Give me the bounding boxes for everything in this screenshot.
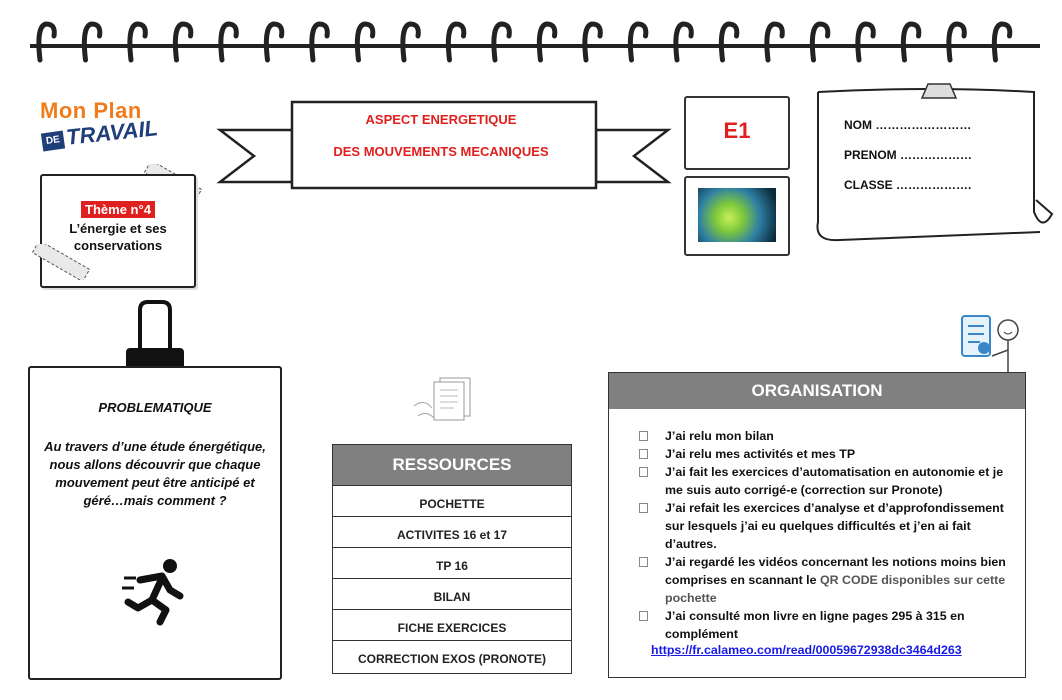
nom-field[interactable]: NOM ……………………: [844, 118, 972, 132]
logo-mon-plan: Mon Plan: [40, 98, 142, 123]
running-person-icon: [120, 556, 190, 626]
ressources-panel: [332, 444, 572, 674]
ressource-item[interactable]: FICHE EXERCICES: [333, 609, 571, 641]
ressource-item[interactable]: POCHETTE: [333, 485, 571, 517]
spiral-binding: [30, 14, 1040, 74]
classe-field[interactable]: CLASSE ……………….: [844, 178, 972, 192]
spiral-ring: [721, 24, 736, 60]
ressource-item[interactable]: TP 16: [333, 547, 571, 579]
theme-number: Thème n°4: [42, 201, 194, 219]
spiral-ring: [858, 24, 873, 60]
ressources-title: RESSOURCES: [333, 445, 571, 485]
ressource-item[interactable]: ACTIVITES 16 et 17: [333, 516, 571, 548]
spiral-ring: [539, 24, 554, 60]
energy-image-card: [684, 176, 790, 256]
problematique-title: PROBLEMATIQUE: [98, 400, 212, 415]
organisation-panel: [608, 372, 1026, 678]
sheet-code-card: [684, 96, 790, 170]
logo-travail: TRAVAIL: [64, 115, 160, 150]
energy-illustration: [698, 188, 776, 242]
spiral-ring: [676, 24, 691, 60]
spiral-ring: [812, 24, 827, 60]
checkbox-icon[interactable]: [639, 611, 648, 621]
organisation-checklist: [631, 427, 1015, 643]
checklist-item[interactable]: J’ai relu mes activités et mes TP: [631, 445, 1015, 463]
checklist-item[interactable]: J’ai relu mon bilan: [631, 427, 1015, 445]
logo-de: DE: [41, 131, 65, 152]
spiral-ring: [403, 24, 418, 60]
checklist-item[interactable]: J’ai fait les exercices d’automatisation en autonomie et je me suis auto corrigé-e (correction sur Pronote): [631, 463, 1015, 499]
spiral-ring: [494, 24, 509, 60]
banner-title: [296, 104, 586, 168]
ressource-item[interactable]: BILAN: [333, 578, 571, 610]
spiral-ring: [767, 24, 782, 60]
spiral-ring: [448, 24, 463, 60]
qr-code-note: QR CODE disponibles sur cette pochette: [665, 573, 1006, 605]
tape-icon: [28, 244, 98, 280]
ressource-item[interactable]: CORRECTION EXOS (PRONOTE): [333, 640, 571, 672]
spiral-ring: [903, 24, 918, 60]
sheet-code: E1: [723, 118, 751, 143]
spiral-ring: [357, 24, 372, 60]
checklist-item[interactable]: J’ai regardé les vidéos concernant les notions moins bien comprises en scannant le QR CODE disponibles sur cette pochette: [631, 553, 1015, 607]
spiral-ring: [312, 24, 327, 60]
checkbox-icon[interactable]: [639, 431, 648, 441]
checkbox-icon[interactable]: [639, 557, 648, 567]
student-identity-card: [818, 90, 1040, 238]
calameo-link[interactable]: https://fr.calameo.com/read/00059672938dc3464d263: [651, 643, 962, 657]
spiral-ring: [949, 24, 964, 60]
problematique-text: Au travers d’une étude énergétique, nous allons découvrir que chaque mouvement peut être anticipé et géré…mais comment ?: [44, 439, 266, 508]
checklist-item[interactable]: J’ai refait les exercices d’analyse et d’approfondissement sur lesquels j’ai eu quelques difficultés et j’en ai fait d’autres.: [631, 499, 1015, 553]
checklist-item[interactable]: J’ai consulté mon livre en ligne pages 295 à 315 en complément: [631, 607, 1015, 643]
spiral-ring: [266, 24, 281, 60]
organisation-title: ORGANISATION: [609, 373, 1025, 409]
banner-line-1: ASPECT ENERGETIQUE: [365, 112, 517, 127]
spiral-ring: [175, 24, 190, 60]
theme-title: L’énergie et ses conservations: [69, 221, 167, 253]
checkbox-icon[interactable]: [639, 449, 648, 459]
prenom-field[interactable]: PRENOM ………………: [844, 148, 973, 162]
banner-line-2: DES MOUVEMENTS MECANIQUES: [333, 144, 549, 159]
mon-plan-de-travail-logo: [40, 98, 180, 160]
documents-icon: [410, 376, 480, 426]
checkbox-icon[interactable]: [639, 503, 648, 513]
spiral-ring: [630, 24, 645, 60]
spiral-ring: [585, 24, 600, 60]
checkbox-icon[interactable]: [639, 467, 648, 477]
spiral-ring: [39, 24, 54, 60]
spiral-ring: [130, 24, 145, 60]
spiral-ring: [221, 24, 236, 60]
spiral-ring: [994, 24, 1009, 60]
problematique-card: [28, 366, 282, 680]
spiral-ring: [84, 24, 99, 60]
